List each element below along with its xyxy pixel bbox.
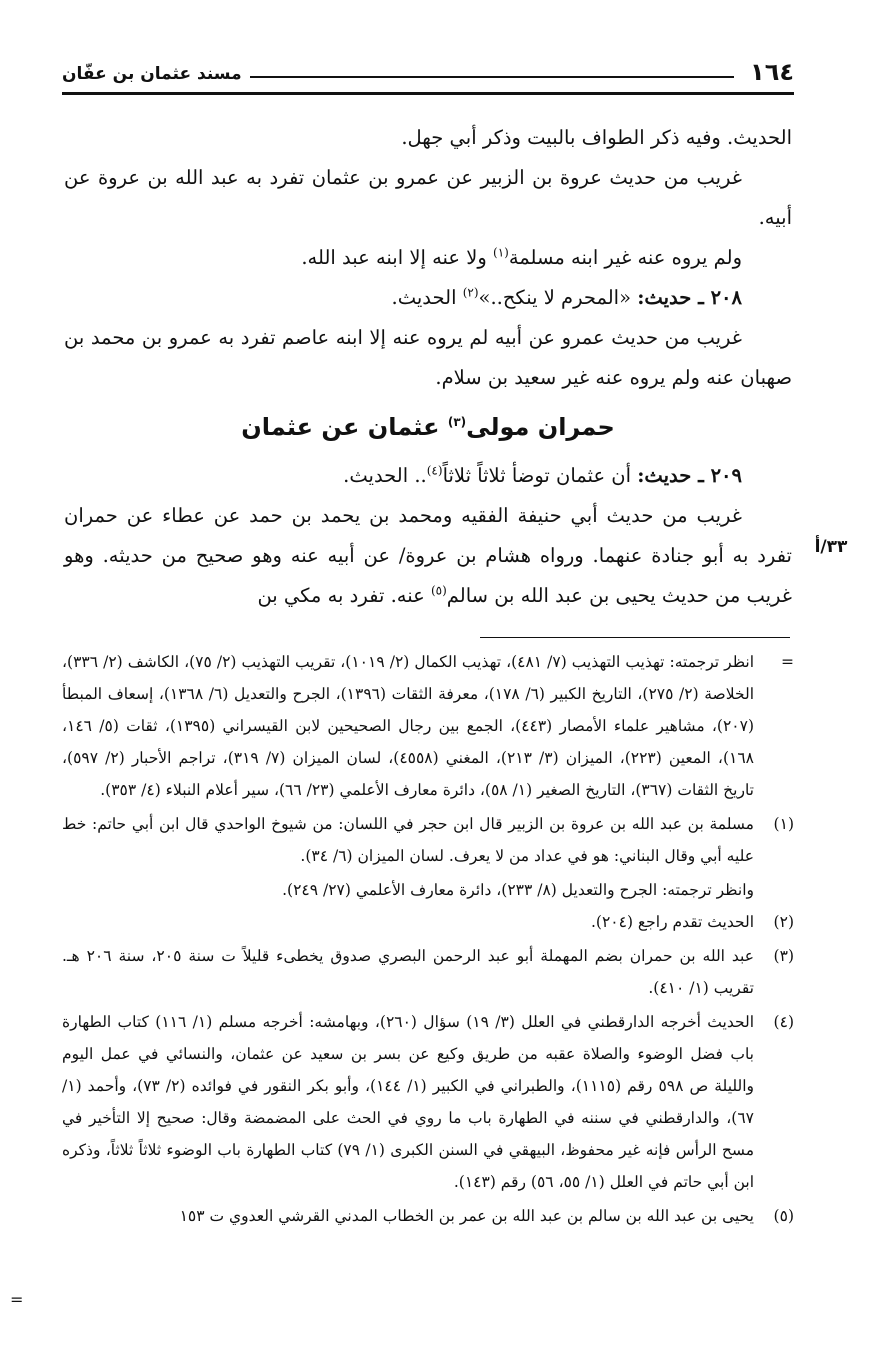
footnote-continuation: [62, 646, 794, 806]
hadith-209: [64, 456, 792, 496]
hadith-number: ٢٠٨ ـ حديث:: [637, 286, 742, 309]
footnote-text: عبد الله بن حمران بضم المهملة أبو عبد الرحمن البصري صدوق يخطىء قليلاً ت سنة ٢٠٥، سنة ٢٠٦ هـ. تقريب (١/ ٤١٠).: [62, 947, 754, 997]
paragraph: [64, 496, 792, 616]
footnote-text: مسلمة بن عبد الله بن عروة بن الزبير قال ابن حجر في اللسان: من شيوخ الواحدي قال ابن أبي حاتم: خط عليه أبي وقال البناني: هو في عداد من لا يعرف. لسان الميزان (٦/ ٣٤).: [62, 815, 754, 865]
footnote-text: انظر ترجمته: تهذيب التهذيب (٧/ ٤٨١)، تهذيب الكمال (٢/ ١٠١٩)، تقريب التهذيب (٢/ ٧٥)، الكاشف (٢/ ٣٣٦)، الخلاصة (٢/ ٢٧٥)، التاريخ الكبير (٦/ ١٧٨)، معرفة الثقات (١٣٩٦)، الجرح والتعديل (٦/ ١٣٦٨)، إسعاف المبطأ (٢٠٧)، مشاهير علماء الأمصار (٤٤٣)، الجمع بين رجال الصحيحين لابن القيسراني (١٣٩٥)، ثقات (٥/ ١٤٦، ١٦٨)، المعين (٢٢٣)، الميزان (٣/ ٢١٣)، المغني (٤٥٥٨)، لسان الميزان (٧/ ٣١٩)، تراجم الأحبار (٢/ ٥٩٧)، تاريخ الثقات (٣٦٧)، التاريخ الصغير (١/ ٥٨)، دائرة معارف الأعلمي (٢٣/ ٦٦)، سير أعلام النبلاء (٤/ ٣٥٣).: [62, 653, 755, 799]
main-text: [64, 118, 792, 616]
footnote-1-continued: وانظر ترجمته: الجرح والتعديل (٨/ ٢٣٣)، دائرة معارف الأعلمي (٢٧/ ٢٤٩).: [282, 881, 754, 899]
hadith-number: ٢٠٩ ـ حديث:: [637, 464, 742, 487]
footnote-rule: [480, 637, 790, 638]
text-run: ولم يروه عنه غير ابنه مسلمة: [508, 246, 742, 269]
section-heading: [64, 398, 792, 456]
footnote-ref: (٢): [462, 285, 479, 300]
continuation-mark: =: [10, 1290, 24, 1309]
footnote-ref: (٤): [426, 463, 443, 478]
manuscript-folio-note: ٣٣/أ: [814, 537, 848, 557]
footnote-ref: (٥): [430, 583, 447, 598]
paragraph: غريب من حديث عروة بن الزبير عن عمرو بن عثمان تفرد به عبد الله بن عروة عن أبيه.: [64, 166, 792, 229]
footnote-mark: (٥): [773, 1207, 794, 1225]
footnote-mark: =: [781, 653, 794, 671]
header-rule: [250, 76, 734, 78]
page-header: [62, 40, 794, 95]
footnote-1: [62, 808, 794, 872]
text-run: «المحرم لا ينكح..»: [478, 286, 638, 309]
footnote-mark: (٣): [773, 947, 794, 965]
footnote-text: يحيى بن عبد الله بن سالم بن عبد الله بن عمر بن الخطاب المدني القرشي العدوي ت ١٥٣: [179, 1207, 754, 1225]
text-run: عثمان عن عثمان: [241, 413, 448, 441]
footnote-ref: (٣): [447, 415, 467, 429]
text-run: عنه. تفرد به مكي بن: [257, 584, 431, 607]
text-run: أن عثمان توضأ ثلاثاً ثلاثاً: [442, 464, 638, 487]
footnotes: [62, 646, 794, 1234]
footnote-mark: (٢): [773, 913, 794, 931]
page-number: ١٦٤: [750, 58, 794, 86]
paragraph: غريب من حديث عمرو عن أبيه لم يروه عنه إلا ابنه عاصم تفرد به عمرو بن محمد بن صهبان عنه ولم يروه عنه غير سعيد بن سلام.: [64, 326, 792, 389]
text-run: غريب من حديث أبي حنيفة الفقيه ومحمد بن يحمد بن حمد عن عطاء عن حمران تفرد به أبو جنادة عنهما. ورواه هشام بن عروة/ عن أبيه عنه وهو صحيح من حديثه. وهو غريب من حديث يحيى بن عبد الله بن سالم: [64, 504, 792, 607]
text-run: حمران مولى: [466, 413, 615, 441]
hadith-208: [64, 278, 792, 318]
paragraph: الحديث. وفيه ذكر الطواف بالبيت وذكر أبي جهل.: [401, 126, 792, 149]
text-run: .. الحديث.: [343, 464, 427, 487]
footnote-5: [62, 1200, 794, 1232]
running-title: مسند عثمان بن عفّان: [62, 64, 242, 84]
footnote-3: [62, 940, 794, 1004]
text-run: ولا عنه إلا ابنه عبد الله.: [301, 246, 493, 269]
footnote-text: الحديث تقدم راجع (٢٠٤).: [590, 913, 754, 931]
footnote-ref: (١): [493, 245, 509, 260]
footnote-mark: (٤): [773, 1013, 794, 1031]
footnote-2: [62, 906, 794, 938]
text-run: الحديث.: [391, 286, 463, 309]
footnote-mark: (١): [773, 815, 794, 833]
footnote-4: [62, 1006, 794, 1198]
paragraph: [64, 238, 792, 278]
footnote-text: الحديث أخرجه الدارقطني في العلل (٣/ ١٩) سؤال (٢٦٠)، وبهامشه: أخرجه مسلم (١/ ١١٦) كتاب الطهارة باب فضل الوضوء والصلاة عقبه من طريق وكيع عن بسر بن سعيد عن عثمان، والنسائي في عمل اليوم والليلة ص ٥٩٨ رقم (١١١٥)، والطبراني في الكبير (١/ ١٤٤)، وأبو بكر النقور في فوائده (٢/ ٧٣)، وأحمد (١/ ٦٧)، والدارقطني في سننه في الطهارة باب ما روي في الحث على المضمضة وقال: صحيح إلا التأخير في مسح الرأس فإنه غير محفوظ، البيهقي في السنن الكبرى (١/ ٧٩) كتاب الطهارة باب الوضوء ثلاثاً ثلاثاً، وذكره ابن أبي حاتم في العلل (١/ ٥٥، ٥٦) رقم (١٤٣).: [62, 1013, 755, 1191]
